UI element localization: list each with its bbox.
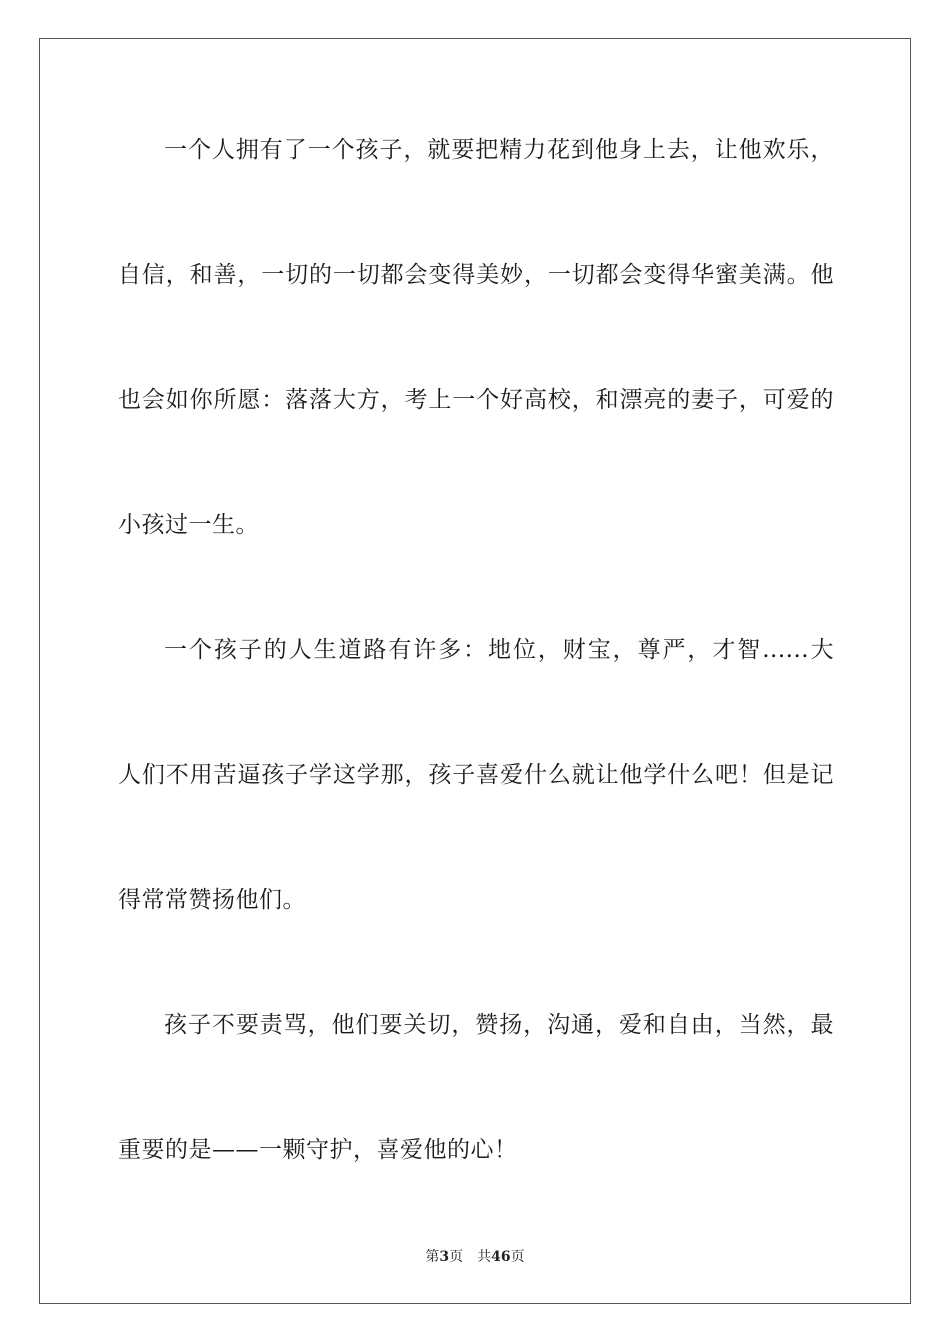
paragraph-1-line-3: 也会如你所愿：落落大方，考上一个好高校，和漂亮的妻子，可爱的 xyxy=(118,387,834,413)
footer-page-number: 3 xyxy=(439,1249,450,1265)
footer-total-prefix: 共 xyxy=(477,1249,492,1265)
paragraph-2-line-1: 一个孩子的人生道路有许多：地位，财宝，尊严，才智......大 xyxy=(164,637,834,663)
footer-page-prefix: 第 xyxy=(425,1249,440,1265)
footer-total-pages: 46 xyxy=(491,1249,511,1265)
paragraph-3-line-1: 孩子不要责骂，他们要关切，赞扬，沟通，爱和自由，当然，最 xyxy=(164,1012,834,1038)
footer-page-suffix: 页 xyxy=(449,1249,464,1265)
paragraph-1-line-1: 一个人拥有了一个孩子，就要把精力花到他身上去，让他欢乐， xyxy=(164,137,834,163)
paragraph-3-line-2: 重要的是——一颗守护，喜爱他的心！ xyxy=(118,1137,518,1163)
paragraph-1-line-2: 自信，和善，一切的一切都会变得美妙，一切都会变得华蜜美满。他 xyxy=(118,262,834,288)
page-border xyxy=(39,38,911,1304)
page-footer xyxy=(0,1248,950,1266)
paragraph-1-line-4: 小孩过一生。 xyxy=(118,512,259,538)
paragraph-2-line-3: 得常常赞扬他们。 xyxy=(118,887,306,913)
footer-total-suffix: 页 xyxy=(510,1249,525,1265)
paragraph-2-line-2: 人们不用苦逼孩子学这学那，孩子喜爱什么就让他学什么吧！但是记 xyxy=(118,762,834,788)
